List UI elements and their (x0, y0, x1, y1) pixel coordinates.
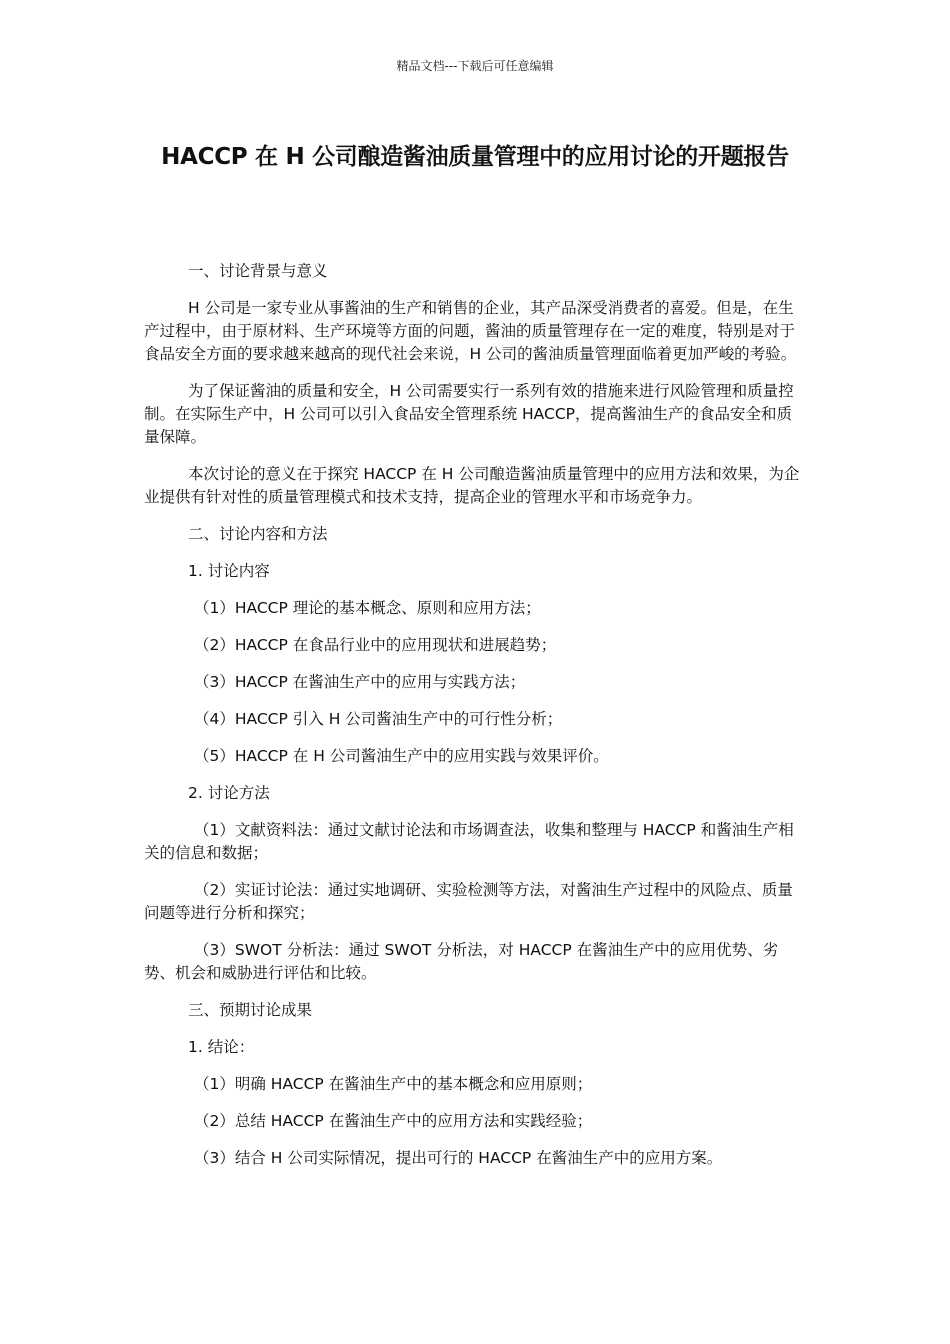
document-body (144, 260, 806, 1184)
paragraph: （3）SWOT 分析法：通过 SWOT 分析法，对 HACCP 在酱油生产中的应用优势、劣势、机会和威胁进行评估和比较。 (144, 941, 779, 982)
paragraph: （4）HACCP 引入 H 公司酱油生产中的可行性分析； (194, 710, 563, 728)
paragraph: （5）HACCP 在 H 公司酱油生产中的应用实践与效果评价。 (194, 747, 609, 765)
paragraph: （3）结合 H 公司实际情况，提出可行的 HACCP 在酱油生产中的应用方案。 (194, 1149, 723, 1167)
paragraph: 1. 结论： (188, 1038, 255, 1056)
paragraph: 二、讨论内容和方法 (188, 525, 328, 543)
document-title: HACCP 在 H 公司酿造酱油质量管理中的应用讨论的开题报告 (161, 144, 789, 170)
paragraph: （2）实证讨论法：通过实地调研、实验检测等方法，对酱油生产过程中的风险点、质量问题等进行分析和探究； (144, 881, 793, 922)
paragraph: （2）总结 HACCP 在酱油生产中的应用方法和实践经验； (194, 1112, 593, 1130)
paragraph: （2）HACCP 在食品行业中的应用现状和进展趋势； (194, 636, 557, 654)
paragraph: 本次讨论的意义在于探究 HACCP 在 H 公司酿造酱油质量管理中的应用方法和效果，为企业提供有针对性的质量管理模式和技术支持，提高企业的管理水平和市场竞争力。 (144, 465, 800, 506)
paragraph: 一、讨论背景与意义 (188, 262, 328, 280)
paragraph: 1. 讨论内容 (188, 562, 270, 580)
paragraph: （1）明确 HACCP 在酱油生产中的基本概念和应用原则； (194, 1075, 593, 1093)
paragraph: 为了保证酱油的质量和安全，H 公司需要实行一系列有效的措施来进行风险管理和质量控制。在实际生产中，H 公司可以引入食品安全管理系统 HACCP，提高酱油生产的食品安全和质量保障。 (144, 382, 794, 446)
paragraph: （3）HACCP 在酱油生产中的应用与实践方法； (194, 673, 526, 691)
paragraph: H 公司是一家专业从事酱油的生产和销售的企业，其产品深受消费者的喜爱。但是，在生产过程中，由于原材料、生产环境等方面的问题，酱油的质量管理存在一定的难度，特别是对于食品安全方面的要求越来越高的现代社会来说，H 公司的酱油质量管理面临着更加严峻的考验。 (144, 299, 797, 363)
paragraph: 2. 讨论方法 (188, 784, 270, 802)
paragraph: （1）文献资料法：通过文献讨论法和市场调查法，收集和整理与 HACCP 和酱油生产相关的信息和数据； (144, 821, 794, 862)
paragraph: （1）HACCP 理论的基本概念、原则和应用方法； (194, 599, 541, 617)
paragraph: 三、预期讨论成果 (188, 1001, 313, 1019)
page-header: 精品文档---下载后可任意编辑 (396, 59, 554, 73)
